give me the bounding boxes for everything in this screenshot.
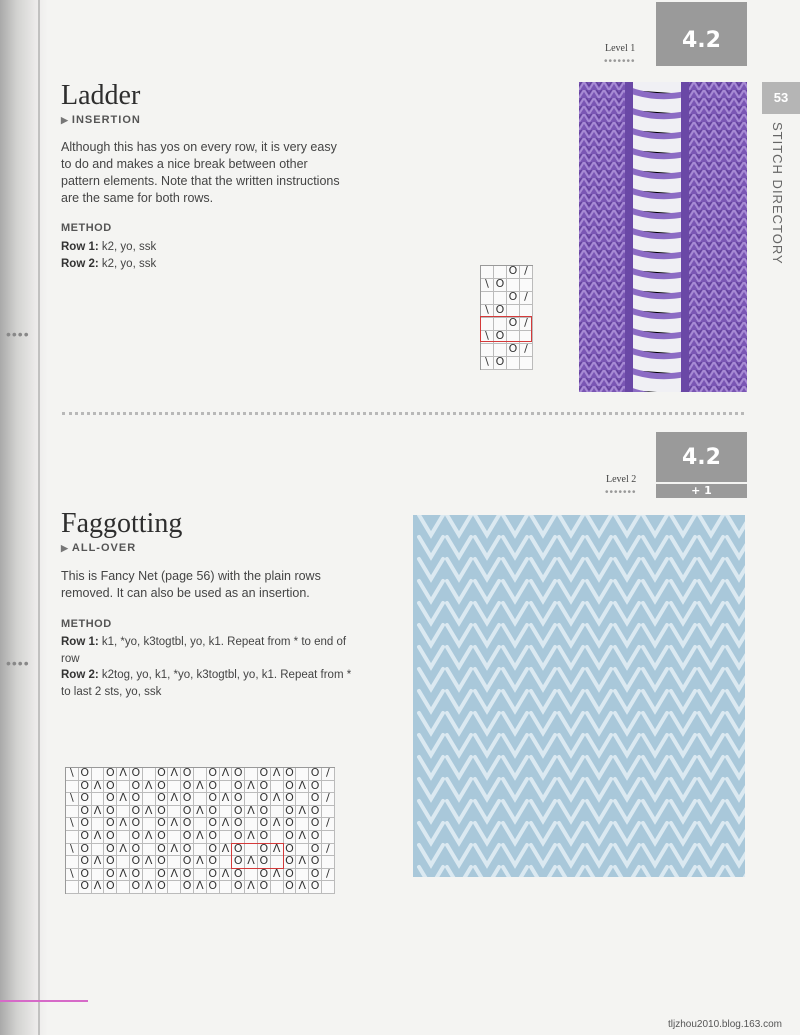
chart-cell: O (79, 806, 92, 819)
chart-cell: O (104, 768, 117, 781)
chart-cell: O (494, 357, 507, 370)
chart-cell (296, 869, 309, 882)
ladder-tab-number: 4.2 (656, 2, 747, 66)
chart-cell: O (309, 869, 322, 882)
ladder-description: Although this has yos on every row, it is very easy to do and makes a nice break between other pattern elements. Note that the written instructions are the same for both rows. (61, 140, 340, 205)
chart-cell: O (156, 856, 169, 869)
chart-cell (66, 806, 79, 819)
chart-cell: O (104, 781, 117, 794)
chart-cell: O (232, 844, 245, 857)
chart-cell: O (494, 305, 507, 318)
chart-cell (143, 844, 156, 857)
chart-cell: Λ (194, 881, 207, 894)
chart-cell: O (232, 818, 245, 831)
chart-cell (194, 869, 207, 882)
chart-cell: Λ (245, 881, 258, 894)
chart-cell (507, 357, 520, 370)
chart-cell: O (207, 806, 220, 819)
chart-cell (117, 856, 130, 869)
chart-cell: Λ (143, 881, 156, 894)
chart-cell: Λ (296, 806, 309, 819)
ladder-row-2: Row 2: k2, yo, ssk (61, 258, 157, 270)
chart-cell (168, 781, 181, 794)
chart-cell: O (156, 806, 169, 819)
chart-cell: Λ (117, 768, 130, 781)
chart-cell: Λ (168, 844, 181, 857)
chart-cell: O (156, 844, 169, 857)
chart-cell: Λ (92, 856, 105, 869)
chart-cell: Λ (194, 831, 207, 844)
faggotting-tab-sub: + 1 (656, 484, 747, 498)
chart-cell: O (284, 856, 297, 869)
faggotting-title: Faggotting (61, 508, 183, 539)
chart-cell (481, 344, 494, 357)
chart-cell: O (284, 793, 297, 806)
chart-cell (507, 279, 520, 292)
chart-cell: O (258, 881, 271, 894)
chart-cell: Λ (245, 781, 258, 794)
chart-cell: O (207, 881, 220, 894)
chart-cell: O (207, 793, 220, 806)
chart-cell: O (284, 781, 297, 794)
chart-cell: O (507, 318, 520, 331)
chart-cell: O (104, 856, 117, 869)
chart-cell: O (207, 768, 220, 781)
chart-cell (117, 781, 130, 794)
chart-cell: O (232, 881, 245, 894)
chart-cell: O (156, 793, 169, 806)
chart-cell: O (232, 793, 245, 806)
chart-cell: O (104, 806, 117, 819)
faggotting-stitch-chart (65, 767, 335, 894)
chart-cell: O (79, 793, 92, 806)
faggotting-category: ▶ ALL-OVER (61, 542, 137, 554)
chart-cell (520, 357, 533, 370)
chart-cell (92, 793, 105, 806)
chart-cell (296, 768, 309, 781)
faggotting-tab-number: 4.2 (656, 432, 747, 482)
chart-cell: O (79, 881, 92, 894)
chart-cell: O (104, 831, 117, 844)
book-gutter-shadow (0, 0, 48, 1035)
chart-cell: O (232, 869, 245, 882)
chart-cell (245, 818, 258, 831)
chart-cell: O (284, 818, 297, 831)
chart-cell: Λ (271, 793, 284, 806)
margin-dots: •••• (6, 655, 30, 671)
chart-cell: O (156, 831, 169, 844)
chart-cell: O (232, 781, 245, 794)
chart-cell: O (104, 844, 117, 857)
chart-cell (322, 806, 335, 819)
chart-cell: \ (66, 793, 79, 806)
chart-cell (322, 781, 335, 794)
section-divider (62, 412, 744, 415)
chart-cell: O (79, 869, 92, 882)
chart-cell (271, 881, 284, 894)
chart-cell (296, 844, 309, 857)
chart-cell (481, 266, 494, 279)
chart-cell: O (104, 869, 117, 882)
chart-cell (92, 818, 105, 831)
chart-cell: / (520, 344, 533, 357)
chart-cell: O (207, 856, 220, 869)
ladder-swatch-photo (579, 82, 747, 392)
chart-cell: Λ (117, 869, 130, 882)
chart-cell: O (130, 831, 143, 844)
chart-cell (220, 806, 233, 819)
chart-cell: O (207, 831, 220, 844)
chart-cell (194, 793, 207, 806)
ladder-level-label: Level 1 (605, 43, 636, 54)
chart-cell: O (104, 793, 117, 806)
level-dots: ••••••• (604, 56, 636, 67)
chart-cell (168, 856, 181, 869)
chart-cell: O (156, 818, 169, 831)
chart-cell (494, 344, 507, 357)
chart-cell: O (130, 793, 143, 806)
chart-cell (245, 793, 258, 806)
chart-cell: O (181, 844, 194, 857)
chart-cell: O (284, 768, 297, 781)
chart-cell: Λ (296, 856, 309, 869)
chart-cell: Λ (168, 768, 181, 781)
chart-cell: O (309, 768, 322, 781)
chart-cell (92, 869, 105, 882)
chart-cell (520, 279, 533, 292)
chart-cell: Λ (143, 781, 156, 794)
chart-cell: O (284, 831, 297, 844)
chart-cell: O (232, 856, 245, 869)
page-number: 53 (762, 82, 800, 114)
chart-cell: O (507, 344, 520, 357)
chart-cell (245, 869, 258, 882)
chart-cell: Λ (271, 768, 284, 781)
footer-credit: tljzhou2010.blog.163.com (668, 1019, 782, 1030)
chart-cell (168, 831, 181, 844)
chart-cell (322, 881, 335, 894)
chart-cell (194, 768, 207, 781)
chart-cell: O (258, 818, 271, 831)
chart-cell: / (520, 292, 533, 305)
chart-cell (481, 292, 494, 305)
chart-cell (117, 831, 130, 844)
chart-cell: O (258, 793, 271, 806)
chart-cell: / (322, 844, 335, 857)
caret-right-icon: ▶ (61, 543, 69, 553)
chart-cell: O (181, 818, 194, 831)
chart-cell: Λ (271, 818, 284, 831)
chart-cell (143, 793, 156, 806)
chart-cell: O (181, 793, 194, 806)
chart-cell: / (520, 318, 533, 331)
chart-cell: O (309, 856, 322, 869)
chart-cell: O (284, 844, 297, 857)
chart-cell: O (181, 806, 194, 819)
faggotting-description: This is Fancy Net (page 56) with the plain rows removed. It can also be used as an insertion. (61, 569, 321, 600)
repeat-highlight (231, 843, 284, 869)
chart-cell: Λ (92, 881, 105, 894)
chart-cell: Λ (168, 793, 181, 806)
faggotting-row-1: Row 1: k1, *yo, k3togtbl, yo, k1. Repeat from * to end of row (61, 636, 347, 665)
chart-cell: O (181, 831, 194, 844)
chart-cell: O (156, 881, 169, 894)
chart-cell: O (309, 793, 322, 806)
chart-cell: O (130, 844, 143, 857)
chart-cell: O (79, 818, 92, 831)
chart-cell: O (207, 844, 220, 857)
chart-cell (66, 856, 79, 869)
chart-cell (66, 831, 79, 844)
chart-cell: O (156, 781, 169, 794)
chart-cell (194, 818, 207, 831)
chart-cell: O (232, 806, 245, 819)
chart-cell: O (309, 831, 322, 844)
chart-cell (220, 881, 233, 894)
chart-cell: \ (66, 818, 79, 831)
chart-cell: O (309, 881, 322, 894)
chart-cell (143, 818, 156, 831)
chart-cell: Λ (220, 869, 233, 882)
chart-cell: O (79, 781, 92, 794)
chart-cell (271, 806, 284, 819)
faggotting-row-2: Row 2: k2tog, yo, k1, *yo, k3togtbl, yo, k1. Repeat from * to last 2 sts, yo, ssk (61, 669, 352, 698)
chart-cell: O (130, 881, 143, 894)
chart-cell: Λ (92, 806, 105, 819)
chart-cell: O (258, 856, 271, 869)
section-label: STITCH DIRECTORY (770, 122, 785, 265)
chart-cell: O (181, 856, 194, 869)
faggotting-level-label: Level 2 (606, 474, 637, 485)
chart-cell: O (79, 844, 92, 857)
chart-cell: Λ (117, 818, 130, 831)
chart-cell: O (79, 831, 92, 844)
chart-cell: O (507, 292, 520, 305)
chart-cell: Λ (245, 831, 258, 844)
chart-cell: Λ (271, 869, 284, 882)
chart-cell: Λ (220, 793, 233, 806)
chart-cell: \ (481, 279, 494, 292)
chart-cell: Λ (194, 781, 207, 794)
chart-cell: \ (66, 768, 79, 781)
chart-cell: O (104, 881, 117, 894)
chart-cell: O (104, 818, 117, 831)
chart-cell: O (284, 806, 297, 819)
chart-cell (143, 869, 156, 882)
chart-cell: \ (66, 869, 79, 882)
chart-cell: Λ (92, 831, 105, 844)
chart-cell (117, 806, 130, 819)
spine-line (38, 0, 40, 1035)
chart-cell: / (322, 768, 335, 781)
chart-cell: O (156, 869, 169, 882)
chart-cell (117, 881, 130, 894)
chart-cell: Λ (117, 793, 130, 806)
chart-cell: O (258, 869, 271, 882)
faggotting-swatch-photo (413, 515, 745, 877)
chart-cell: \ (481, 305, 494, 318)
chart-cell: \ (481, 357, 494, 370)
chart-cell (92, 768, 105, 781)
chart-cell: Λ (296, 831, 309, 844)
chart-cell: O (232, 768, 245, 781)
chart-cell: Λ (168, 869, 181, 882)
chart-cell (168, 881, 181, 894)
chart-cell: O (207, 781, 220, 794)
chart-cell (296, 793, 309, 806)
chart-cell: O (130, 856, 143, 869)
chart-cell: O (507, 266, 520, 279)
chart-cell: O (494, 331, 507, 344)
chart-cell (296, 818, 309, 831)
chart-cell (271, 831, 284, 844)
chart-cell: O (309, 844, 322, 857)
chart-cell (66, 881, 79, 894)
chart-cell: O (232, 831, 245, 844)
chart-cell: \ (481, 331, 494, 344)
chart-cell: O (258, 781, 271, 794)
chart-cell: O (309, 781, 322, 794)
margin-dots: •••• (6, 326, 30, 342)
chart-cell (494, 266, 507, 279)
ladder-method-heading: METHOD (61, 222, 112, 234)
chart-cell: / (322, 869, 335, 882)
chart-cell: Λ (143, 856, 156, 869)
chart-cell: Λ (245, 806, 258, 819)
chart-cell: O (284, 881, 297, 894)
chart-cell (494, 292, 507, 305)
chart-cell: \ (66, 844, 79, 857)
chart-cell (92, 844, 105, 857)
chart-cell: O (181, 781, 194, 794)
chart-cell: O (207, 869, 220, 882)
chart-cell (220, 831, 233, 844)
chart-cell: O (130, 869, 143, 882)
ladder-category: ▶ INSERTION (61, 114, 141, 126)
chart-cell: O (309, 818, 322, 831)
chart-cell: O (258, 844, 271, 857)
chart-cell: O (130, 768, 143, 781)
chart-cell (322, 856, 335, 869)
chart-cell: Λ (194, 806, 207, 819)
page-bottom-rule (0, 1000, 88, 1002)
chart-cell: O (130, 806, 143, 819)
chart-cell (220, 781, 233, 794)
chart-cell: O (258, 768, 271, 781)
ladder-row-1: Row 1: k2, yo, ssk (61, 241, 157, 253)
chart-cell: O (309, 806, 322, 819)
chart-cell: Λ (296, 881, 309, 894)
chart-cell: O (156, 768, 169, 781)
chart-cell (66, 781, 79, 794)
chart-cell: O (130, 781, 143, 794)
chart-cell: Λ (168, 818, 181, 831)
chart-cell (194, 844, 207, 857)
level-dots: ••••••• (605, 487, 637, 498)
chart-cell: O (181, 768, 194, 781)
chart-cell: Λ (220, 768, 233, 781)
chart-cell (168, 806, 181, 819)
chart-cell: O (181, 869, 194, 882)
ladder-title: Ladder (61, 80, 141, 111)
chart-cell: O (79, 856, 92, 869)
chart-cell: Λ (143, 806, 156, 819)
chart-cell: O (284, 869, 297, 882)
chart-cell: / (520, 266, 533, 279)
chart-cell (271, 781, 284, 794)
chart-cell: Λ (143, 831, 156, 844)
chart-cell (322, 831, 335, 844)
chart-cell: / (322, 818, 335, 831)
faggotting-method-heading: METHOD (61, 618, 112, 630)
chart-cell: O (258, 831, 271, 844)
chart-cell: O (79, 768, 92, 781)
chart-cell: O (130, 818, 143, 831)
chart-cell: Λ (117, 844, 130, 857)
chart-cell (245, 768, 258, 781)
chart-cell: Λ (271, 844, 284, 857)
chart-cell: Λ (220, 844, 233, 857)
chart-cell: / (322, 793, 335, 806)
chart-cell: Λ (245, 856, 258, 869)
chart-cell: Λ (220, 818, 233, 831)
chart-cell: O (207, 818, 220, 831)
chart-cell: O (181, 881, 194, 894)
chart-cell: Λ (296, 781, 309, 794)
chart-cell: O (258, 806, 271, 819)
chart-cell: O (494, 279, 507, 292)
repeat-highlight (480, 316, 532, 342)
chart-cell: Λ (194, 856, 207, 869)
chart-cell: Λ (92, 781, 105, 794)
caret-right-icon: ▶ (61, 115, 69, 125)
chart-cell (143, 768, 156, 781)
